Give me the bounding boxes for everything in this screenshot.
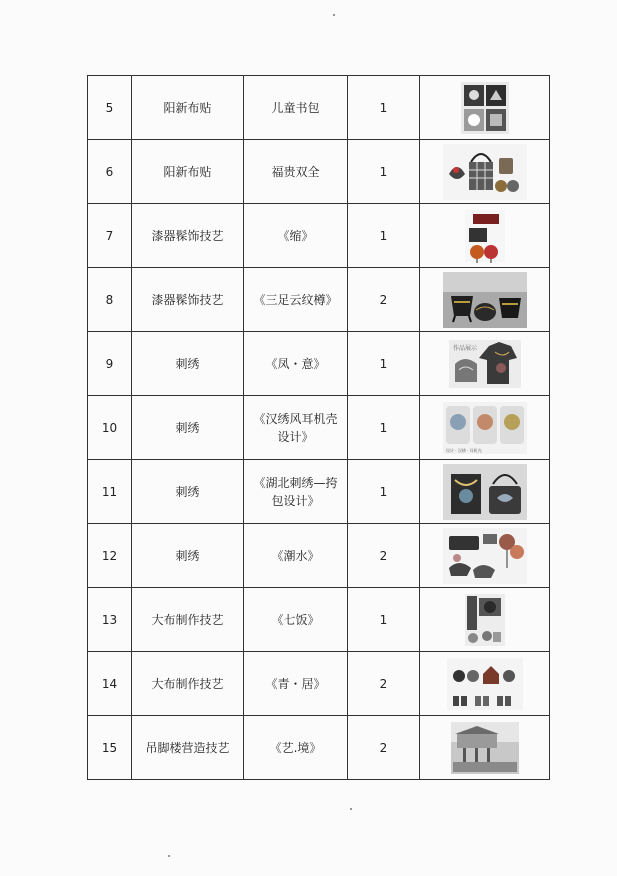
quantity-cell: 1 [348,204,420,268]
image-cell [420,588,550,652]
table-row [88,460,550,524]
table-row [88,76,550,140]
work-title-cell: 《汉绣风耳机壳设计》 [244,396,348,460]
row-number-cell: 10 [88,396,132,460]
svg-text:作品展示: 作品展示 [452,344,477,352]
quantity-cell: 1 [348,396,420,460]
lacquer-tripod-vessels-image [443,272,527,328]
image-cell [420,460,550,524]
work-title-cell: 《缩》 [244,204,348,268]
image-cell [420,332,550,396]
table-row [88,396,550,460]
work-title-cell: 《凤・意》 [244,332,348,396]
quantity-cell: 1 [348,76,420,140]
patchwork-bags-image [443,144,527,200]
lacquer-objects-image [443,208,527,264]
row-number-cell: 13 [88,588,132,652]
embroidered-handbags-image [443,464,527,520]
category-cell: 漆器髹饰技艺 [132,204,244,268]
quantity-cell: 2 [348,524,420,588]
embroidered-shoes-fans-image [443,528,527,584]
svg-text:设计 · 汉绣 · 耳机壳: 设计 · 汉绣 · 耳机壳 [445,447,482,453]
table-row [88,268,550,332]
embroidered-earphone-cases-image [443,400,527,456]
quantity-cell: 2 [348,652,420,716]
category-cell: 大布制作技艺 [132,588,244,652]
table-row [88,652,550,716]
table-row [88,524,550,588]
row-number-cell: 12 [88,524,132,588]
category-cell: 刺绣 [132,524,244,588]
work-title-cell: 《三足云纹樽》 [244,268,348,332]
cloth-tableware-image [443,592,527,648]
category-cell: 刺绣 [132,332,244,396]
quantity-cell: 1 [348,588,420,652]
work-title-cell: 《潮水》 [244,524,348,588]
row-number-cell: 9 [88,332,132,396]
category-cell: 大布制作技艺 [132,652,244,716]
row-number-cell: 15 [88,716,132,780]
category-cell: 刺绣 [132,460,244,524]
image-cell [420,716,550,780]
work-title-cell: 《青・居》 [244,652,348,716]
work-title-cell: 儿童书包 [244,76,348,140]
work-title-cell: 《七饭》 [244,588,348,652]
scan-speck [168,855,170,857]
category-cell: 阳新布贴 [132,140,244,204]
children-schoolbag-patchwork-image [443,80,527,136]
scan-speck [333,14,335,16]
work-title-cell: 《湖北刺绣—挎包设计》 [244,460,348,524]
works-table [87,75,550,780]
category-cell: 阳新布贴 [132,76,244,140]
row-number-cell: 14 [88,652,132,716]
stilt-house-model-image [443,720,527,776]
image-cell [420,652,550,716]
quantity-cell: 1 [348,140,420,204]
scan-speck [350,808,352,810]
table-row [88,204,550,268]
image-cell [420,524,550,588]
image-cell [420,396,550,460]
quantity-cell: 1 [348,332,420,396]
quantity-cell: 2 [348,716,420,780]
image-cell [420,140,550,204]
row-number-cell: 6 [88,140,132,204]
quantity-cell: 2 [348,268,420,332]
image-cell [420,76,550,140]
image-cell [420,204,550,268]
work-title-cell: 《艺.境》 [244,716,348,780]
row-number-cell: 7 [88,204,132,268]
cloth-house-shoes-image [443,656,527,712]
category-cell: 漆器髹饰技艺 [132,268,244,332]
row-number-cell: 11 [88,460,132,524]
category-cell: 刺绣 [132,396,244,460]
table-row [88,716,550,780]
category-cell: 吊脚楼营造技艺 [132,716,244,780]
row-number-cell: 5 [88,76,132,140]
table-row [88,332,550,396]
table-row [88,140,550,204]
work-title-cell: 福贵双全 [244,140,348,204]
image-cell [420,268,550,332]
quantity-cell: 1 [348,460,420,524]
embroidered-garment-image [443,336,527,392]
row-number-cell: 8 [88,268,132,332]
table-row [88,588,550,652]
